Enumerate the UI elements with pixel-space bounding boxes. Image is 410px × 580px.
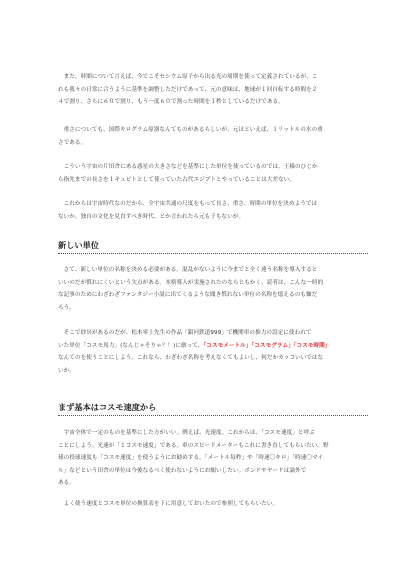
text-line: ４で割り、さらに６０で割り、もう一度６０で割った時間を１秒としているだけである。 — [58, 99, 284, 106]
text-line: そこで紗冥があるのだが、松本零士先生の作品「銀河鉄道999」で機関車の推力の設定に使われて — [58, 330, 312, 336]
text-line: なんてのを使うことにしよう。これなら、わざわざ名称を考えなくてもよいし、何だかカッコいいではな — [58, 355, 324, 362]
text-line: ル」などという田舎の単位は今後なるべく使わないようにお願いしたい。ボンドやヤードは論外で — [58, 467, 307, 474]
text-line: ことにしよう。光速が「１コスモ速度」である。車のスピードメーターもこれに書き直してもらいたい。野 — [58, 442, 329, 449]
text-line: いか。 — [58, 367, 75, 374]
text-line: また、時間について言えば、今でこそセシウム原子から出る光の周期を使って定義されているが、こ — [58, 74, 318, 80]
paragraph-egypt-comparison — [58, 161, 364, 186]
text-line: な記事のためにわざわざファンタジー小説に出てくるような聞き慣れない単位の名称を憶えるのも嫌だ — [58, 292, 318, 299]
paragraph-cosmo-units — [58, 327, 364, 377]
text-line: ら指先までの長さを１キュビトとして使っていた古代エジプトとやっていることは大差ない。 — [58, 176, 296, 183]
highlighted-unit-names: 「コスモメートル」「コスモグラム」「コスモ時間」 — [203, 342, 331, 349]
text-line: ある。 — [58, 480, 75, 487]
text-line: 球の投球速度も「コスモ速度」を使うようにお勧めする。「メートル毎秒」や「時速〇キロ」「時速〇マイ — [58, 455, 324, 462]
text-line: ろう。 — [58, 304, 75, 311]
text-line: こういう宇宙の片田舎にある惑星の大きさなどを基準にした単位を使っているのでは、王様のひじか — [58, 164, 318, 170]
text-line: さである。 — [58, 139, 87, 146]
text-line: 重さについても、国際キログラム原器なんてものがあるらしいが、元はといえば、１リットルの水の重 — [58, 127, 323, 133]
paragraph-conversion-table-note — [58, 498, 364, 511]
text-line: さて、新しい単位の名称を決める必要がある。混乱がないように今までと全く違う名称を導入すると — [58, 267, 318, 273]
text-line: れも我々の日常に合うように基準を調整しただけであって、元の意味は、地球が１回自転する時間を２ — [58, 86, 318, 93]
text-line: これからは宇宙時代なのだから、全宇宙共通の尺度をもって長さ、重さ、時間の単位を決めようでは — [58, 201, 318, 207]
section-heading-new-units: 新しい単位 — [58, 240, 368, 254]
text-segment: いた単位「コスモ馬力」(なんじゃそりゃ？！)に倣って、 — [58, 342, 204, 349]
paragraph-unit-naming — [58, 264, 364, 314]
text-line: 宇宙全体で一定のものを基準にした方がいい。例えば、光速度。これからは、「コスモ速度」と呼ぶ — [58, 430, 315, 436]
text-line: よく使う速度とコスモ単位の換算表を下に用意しておいたので参照してもらいたい。 — [58, 501, 279, 507]
paragraph-space-era — [58, 198, 364, 223]
text-line: いいのだが慣れにくいという欠点がある。本格導入が実施されたのならともかく、読者は、こんな一時的 — [58, 279, 324, 286]
text-line — [58, 340, 364, 353]
text-line: ないか。独自の文化を見直すべき時代、とか言われたら元も子もないが。 — [58, 213, 245, 220]
paragraph-cosmo-speed — [58, 427, 364, 490]
paragraph-weight-definition — [58, 124, 364, 149]
paragraph-time-definition — [58, 71, 364, 109]
section-heading-cosmo-speed: まず基本はコスモ速度から — [58, 402, 368, 416]
